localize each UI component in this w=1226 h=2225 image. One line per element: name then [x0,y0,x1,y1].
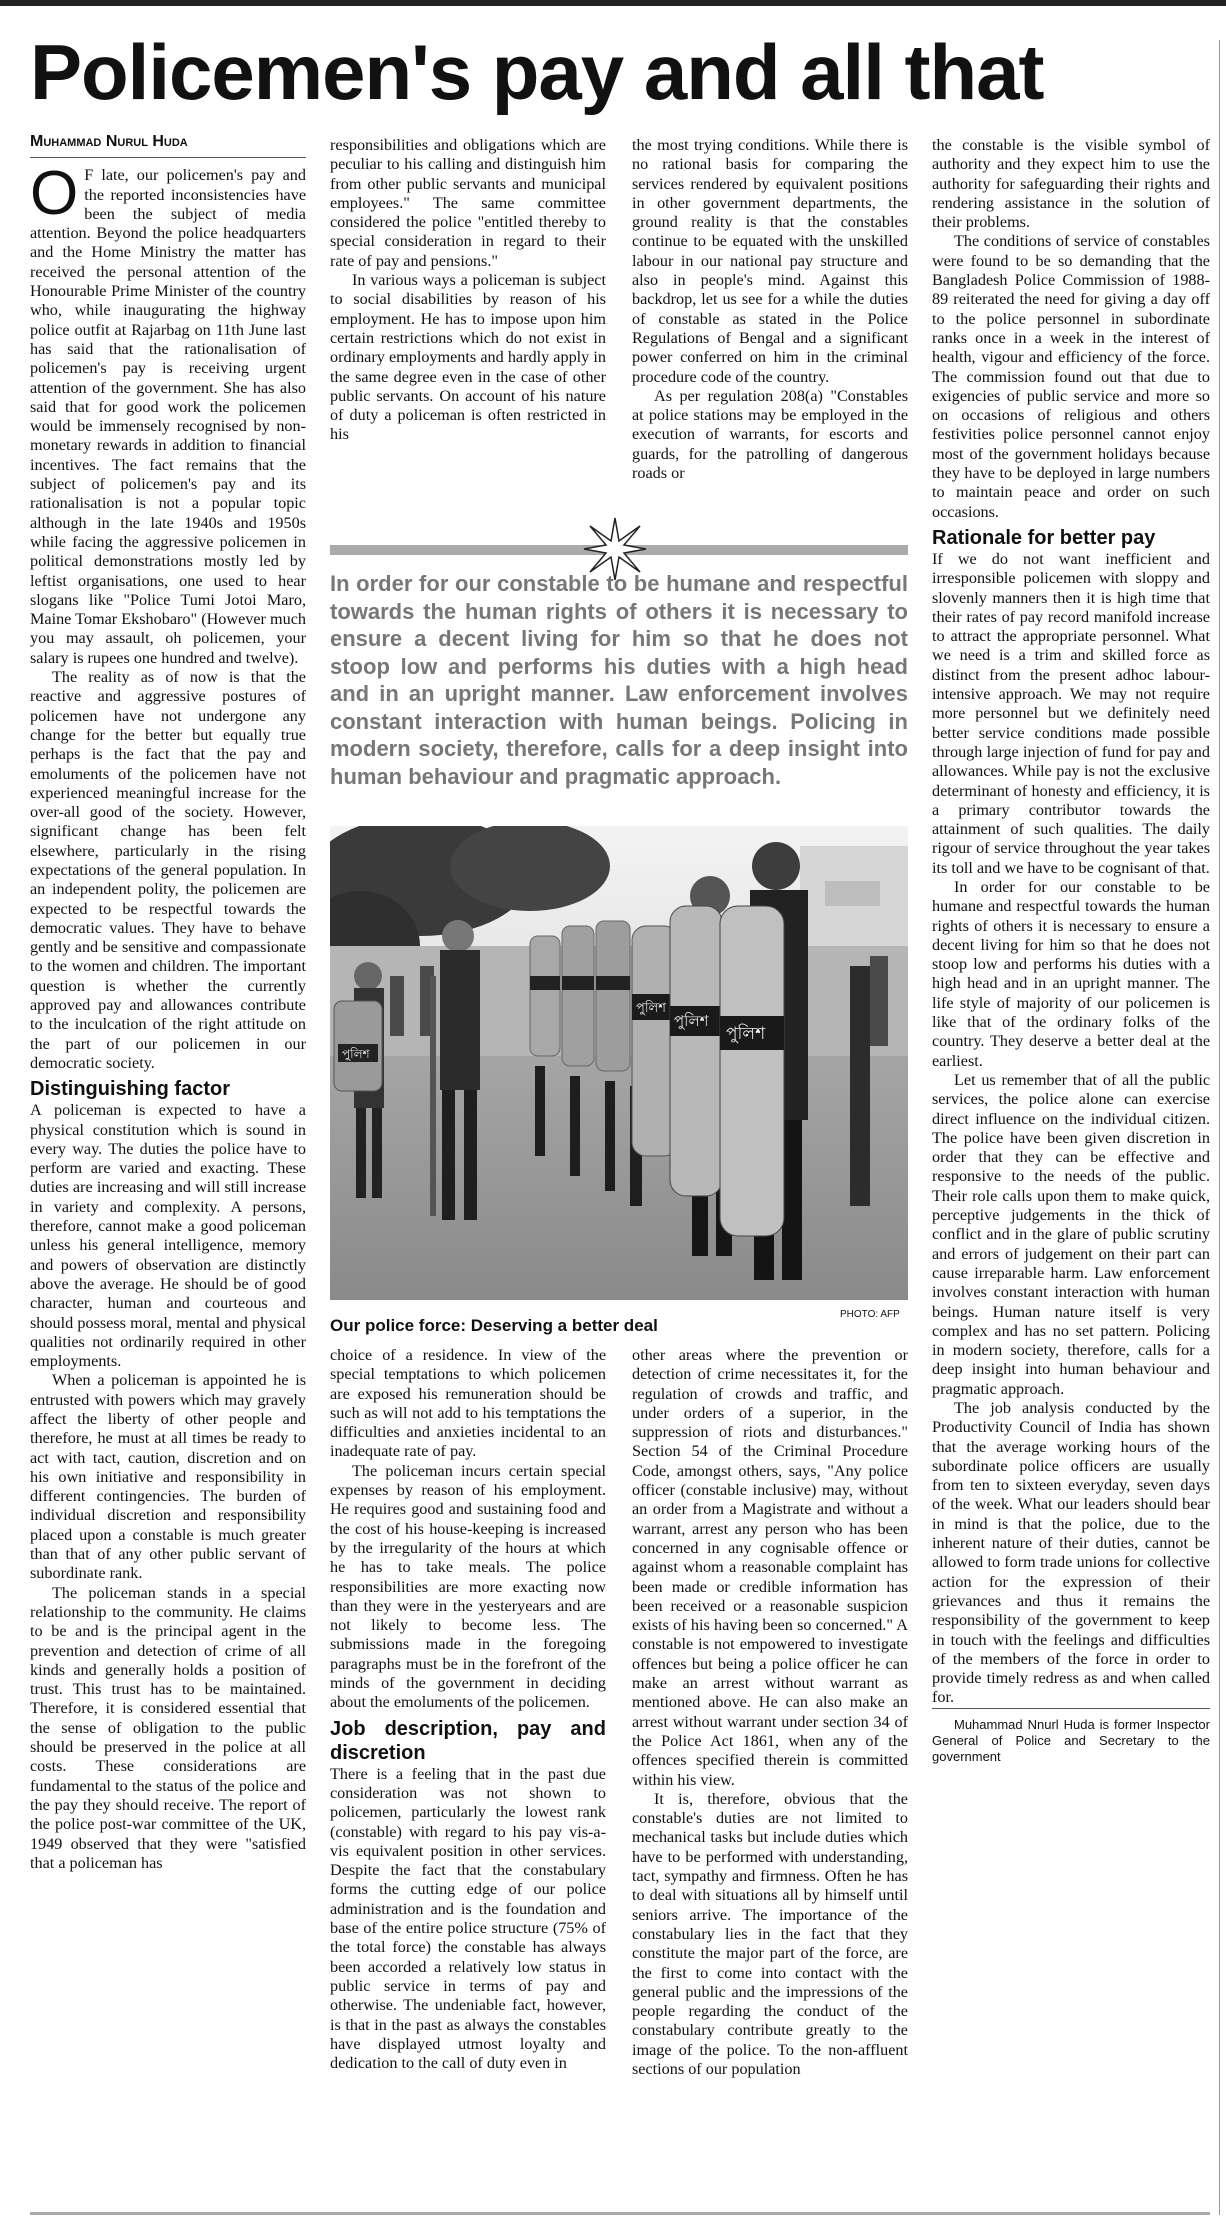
shield-lettering-3: পুলিশ [674,1012,709,1030]
subhead-job-description: Job description, pay and discretion [330,1717,606,1764]
column-4 [932,136,1210,2210]
paragraph: The job analysis conducted by the Productivity Council of India has shown that the average working hours of the subordinate police officers are usually from ten to sixteen everyday, seven days of the week. What our leaders should bear in mind is that the police, due to the inherent nature of their duties, cannot be allowed to form trade unions for collective action for the expression of their grievances and thus it remains the responsibility of the government to keep in touch with the feelings and difficulties of the members of the force in order to provide timely redress as and when called for. [932,1399,1210,1707]
paragraph: other areas where the prevention or detection of crime necessitates it, for the regulation of crowds and traffic, and under orders of a superior, in the suppression of riots and disturbances." Section 54 of the Criminal Procedure Code, amongst others, says, "Any police officer (constable inclusive) may, without an order from a Magistrate and without a warrant, arrest any person who has been concerned in any cognisable offence or against whom a reasonable complaint has been made or credible information has been received or a reasonable suspicion exists of his having been so concerned." A constable is not empowered to investigate offences but being a police officer he can make an arrest without warrant as mentioned above. He can also make an arrest without warrant under section 34 of the Police Act 1861, when any of the offences specified therein is committed within his view. [632,1346,908,1789]
paragraph: It is, therefore, obvious that the constable's duties are not limited to mechanical tasks but include duties which have to be performed with understanding, tact, sympathy and firmness. Often he has to deal with situations all by himself until seniors arrive. The importance of the constabulary lies in the fact that they constitute the major part of the force, are the first to come into contact with the general public and the impressions of the people regarding the conduct of the constabulary contribute greatly to the image of the police. To the non-affluent sections of our population [632,1789,908,2078]
right-border [1219,40,1220,2215]
column-1 [30,132,306,2210]
bottom-border [30,2212,1210,2215]
paragraph: the most trying conditions. While there is no rational basis for comparing the services rendered by equivalent positions in other government departments, the ground reality is that the constables continue to be equated with the unskilled labour in our national pay structure and also in people's mind. Against this backdrop, let us see for a while the duties of constable as stated in the Police Regulations of Bengal and a significant power conferred on him in the criminal procedure code of the country. [632,136,908,386]
photo-credit: PHOTO: AFP [840,1309,900,1320]
pull-quote: In order for our constable to be humane and respectful towards the human rights of others it is necessary to ensure a decent living for him so that he does not stoop low and performs his duties with a high head and in an upright manner. Law enforcement involves constant interaction with human beings. Policing in modern society, therefore, calls for a deep insight into human behaviour and pragmatic approach. [330,571,908,789]
shield-lettering-1: পুলিশ [342,1047,370,1061]
paragraph: If we do not want inefficient and irresponsible policemen with sloppy and slovenly manners then it is high time that their rates of pay record manifold increase to attract the appropriate personnel. What we need is a trim and skilled force as distinct from the present adhoc labour-intensive approach. We may not require more personnel but we definitely need better service conditions made possible through large injection of fund for pay and allowances. While pay is not the exclusive determinant of honesty and efficiency, it is a primary contributor towards the attainment of such qualities. The daily rigour of service throughout the year takes its toll and we have to be cognisant of that. [932,549,1210,877]
paragraph: choice of a residence. In view of the special temptations to which policemen are exposed his remuneration should be such as will not add to his temptations the difficulties and anxieties incidental to an inadequate rate of pay. [330,1346,606,1461]
paragraph: The conditions of service of constables were found to be so demanding that the Bangladesh Police Commission of 1988-89 reiterated the need for giving a day off to the police personnel in subordinate ranks once in a week in the interest of health, vigour and efficiency of the force. The commission found out that due to exigencies of public service and more so on occasions of religious and others festivities police personnel cannot enjoy most of the government holidays because they have to be deployed in large numbers to maintain peace and order on such occasions. [932,232,1210,521]
byline: Muhammad Nurul Huda [30,132,306,158]
author-bio: Muhammad Nnurl Huda is former Inspector General of Police and Secretary to the government [932,1708,1210,1765]
paragraph: The policeman stands in a special relationship to the community. He claims to be and is the principal agent in the prevention and detection of crime of all kinds and generally holds a position of trust. This trust has to be maintained. Therefore, it is considered essential that the sense of obligation to the public should be preserved in the police at all costs. These considerations are fundamental to the status of the police and the pay they should receive. The report of the police post-war committee of the UK, 1949 observed that they were "satisfied that a policeman has [30,1583,306,1872]
paragraph: There is a feeling that in the past due consideration was not shown to policemen, particularly the lowest rank (constable) with regard to his pay vis-a-vis equivalent position in other services. Despite the fact that the constabulary forms the cutting edge of our police administration and is the foundation and base of the entire police structure (75% of the total force) the constable has always been accorded a relatively low status in public service in terms of pay and otherwise. The undeniable fact, however, is that in the past as always the constables have displayed utmost loyalty and dedication to the call of duty even in [330,1764,606,2073]
column-2-top [330,136,606,538]
paragraph: O F late, our policemen's pay and the reported inconsistencies have been the subject of media attention. Beyond the police headquarters and the Home Ministry the matter has received the personal attention of the Honourable Prime Minister of the country who, while inaugurating the highway police outfit at Rajarbag on 11th June last has said that the rationalisation of policemen's pay is receiving urgent attention of the government. She has also said that for good work the policemen would be immensely recognised by non-monetary rewards in addition to financial incentives. The fact remains that the subject of policemen's pay and its rationalisation is not a popular topic although in the late 1940s and 1950s while facing the aggressive policemen in political demonstrations mostly led by leftist organisations, one used to hear slogans like "Police Tumi Jotoi Maro, Maine Tomar Ekshobaro" (However much you may assault, oh policemen, your salary is rupees one hundred and twelve). [30,159,306,667]
subhead-distinguishing-factor: Distinguishing factor [30,1078,230,1101]
shield-lettering-2: পুলিশ [636,1001,666,1016]
headline: Policemen's pay and all that [30,28,1044,116]
photo-illustration [330,826,908,1300]
paragraph: The reality as of now is that the reactive and aggressive postures of policemen have not undergone any change for the better but equally true perhaps is the fact that the pay and emoluments of the policemen have not experienced meaningful increase for the over-all good of the society. However, significant change has been felt elsewhere, particularly in the rising expectations of the general population. In an independent polity, the policemen are expected to be respectful towards the democratic values. They have to behave gently and be sensitive and compassionate to the women and children. The important question is whether the currently approved pay and allowances contribute to the inculcation of the right attitude on the part of our policemen in our democratic society. [30,668,306,1072]
column-3-bottom [632,1346,908,2210]
paragraph: Let us remember that of all the public services, the police alone can exercise direct influence on the individual citizen. The police have been given discretion in order that they can be effective and responsive to the needs of the public. Their role calls upon them to make quick, perceptive judgements in the thick of conflict and in the glare of public scrutiny and errors of judgement on their part can cause irreparable harm. Law enforcement involves constant interaction with human beings. Human nature itself is very complex and has no set pattern. Policing in modern society, therefore, calls for a deep insight into human behaviour and pragmatic approach. [932,1070,1210,1398]
paragraph: responsibilities and obligations which are peculiar to his calling and distinguish him from other public servants and municipal employees." The same committee considered the police "entitled thereby to special consideration in regard to their rate of pay and pensions." [330,136,606,270]
paragraph: When a policeman is appointed he is entrusted with powers which may gravely affect the liberty of other people and therefore, he must at all times be ready to act with tact, caution, discretion and on his own initiative and responsibility in different contingencies. The burden of individual discretion and responsibility placed upon a constable is much greater than that of any other public servant of subordinate rank. [30,1371,306,1583]
subhead-rationale: Rationale for better pay [932,526,1156,549]
shield-lettering-4: পুলিশ [726,1024,766,1044]
photo-police-force [330,826,908,1300]
paragraph: As per regulation 208(a) "Constables at police stations may be employed in the execution of warrants, for escorts and guards, for the patrolling of dangerous roads or [632,386,908,483]
dropcap: O [30,159,79,229]
paragraph: A policeman is expected to have a physical constitution which is sound in every way. The duties the police have to perform are varied and exacting. These duties are increasing and will still increase in variety and complexity. A persons, therefore, cannot make a good policeman unless his general intelligence, memory and powers of observation are distinctly above the average. He should be of good character, human and courteous and should possess moral, mental and physical qualities not ordinarily required in other employments. [30,1101,306,1371]
paragraph: The policeman incurs certain special expenses by reason of his employment. He requires good and sustaining food and the cost of his house-keeping is increased by the irregularity of the hours at which he has to take meals. The police responsibilities are more exacting now than they were in the yesteryears and are not likely to become less. The submissions made in the foregoing paragraphs must be in the forefront of the minds of the government in deciding about the emoluments of the policemen. [330,1461,606,1712]
paragraph: In various ways a policeman is subject to social disabilities by reason of his employment. He has to impose upon him certain restrictions which do not exist in ordinary employments and hardly apply in the same degree even in the case of other public servants. On account of his nature of duty a policeman is often restricted in his [330,271,606,444]
photo-caption: Our police force: Deserving a better deal [330,1316,658,1335]
column-3-top [632,136,908,538]
top-border [0,0,1226,6]
paragraph: the constable is the visible symbol of authority and they expect him to use the authority for safeguarding their rights and rendering assistance in the solution of their problems. [932,136,1210,232]
paragraph: In order for our constable to be humane and respectful towards the human rights of others it is necessary to ensure a decent living for him so that he does not stoop low and performs his duties with a high head and in an upright manner. The life style of majority of our policemen is like that of the ordinary folks of the country. They deserve a better deal at the earliest. [932,877,1210,1070]
column-2-bottom [330,1346,606,2210]
